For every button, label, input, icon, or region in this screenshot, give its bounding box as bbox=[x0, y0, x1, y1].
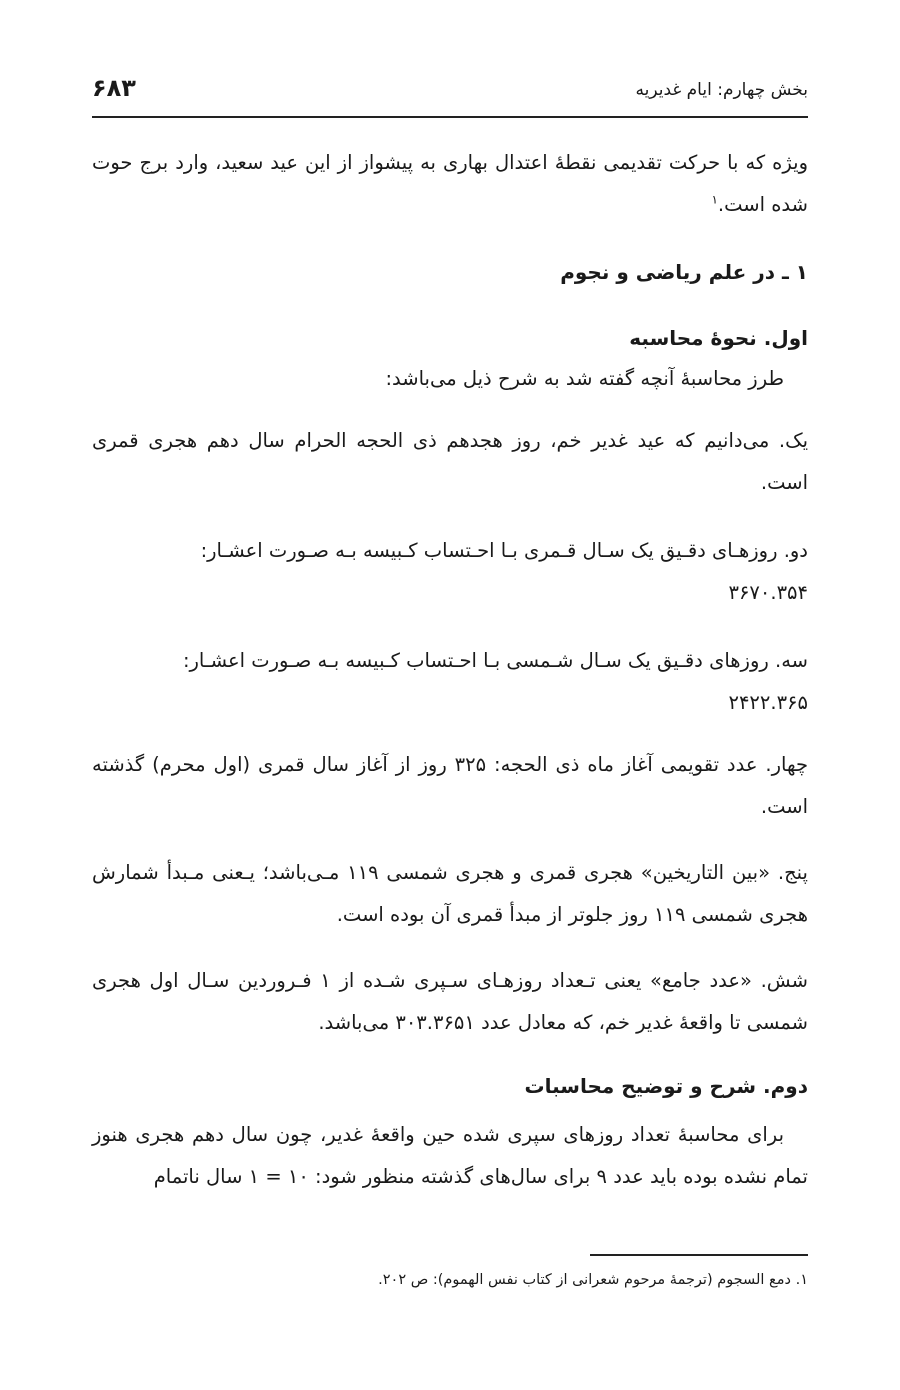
footnote-mark: ۱ bbox=[711, 192, 718, 207]
item-1-block bbox=[92, 420, 808, 504]
item-5-block bbox=[92, 852, 808, 936]
section-heading: ۱ ـ در علم ریاضی و نجوم bbox=[560, 260, 808, 284]
running-head bbox=[92, 72, 808, 112]
list-item-1: یک. می‌دانیم که عید غدیر خم، روز هجدهم ذی الحجه الحرام سال دهم هجری قمری است. bbox=[92, 429, 808, 494]
footnote-rule bbox=[590, 1254, 808, 1256]
method-intro-block bbox=[92, 358, 808, 400]
list-item-3-value: ۲۴۲۲.۳۶۵ bbox=[728, 691, 808, 714]
method-intro: طرز محاسبهٔ آنچه گفته شد به شرح ذیل می‌باشد: bbox=[385, 367, 784, 390]
header-rule bbox=[92, 116, 808, 118]
intro-paragraph bbox=[92, 142, 808, 226]
section-heading-block bbox=[92, 252, 808, 292]
sub-heading-1: اول. نحوهٔ محاسبه bbox=[629, 326, 808, 350]
item-3-block bbox=[92, 640, 808, 724]
item-6-block bbox=[92, 960, 808, 1044]
list-item-5: پنج. «بین التاریخین» هجری قمری و هجری شمسی ۱۱۹ مـی‌باشد؛ یـعنی مـبدأ شمارش هجری شمسی ۱۱۹ روز جلوتر از مبدأ قمری آن بوده است. bbox=[92, 861, 808, 926]
page-number: ۶۸۳ bbox=[92, 74, 136, 102]
final-paragraph-block bbox=[92, 1114, 808, 1198]
list-item-2-text: دو. روزهـای دقـیق یک سـال قـمری بـا احـتساب کـبیسه بـه صـورت اعشـار: bbox=[200, 539, 808, 562]
list-item-4: چهار. عدد تقویمی آغاز ماه ذی الحجه: ۳۲۵ روز از آغاز سال قمری (اول محرم) گذشته است. bbox=[92, 753, 808, 818]
subheading-2-block bbox=[92, 1066, 808, 1106]
running-title: بخش چهارم: ایام غدیریه bbox=[635, 80, 808, 100]
list-item-2-value: ۳۶۷۰.۳۵۴ bbox=[728, 581, 808, 604]
item-2-block bbox=[92, 530, 808, 614]
list-item-6: شش. «عدد جامع» یعنی تـعداد روزهـای سـپری شـده از ۱ فـروردین سـال اول هجری شمسی تا واقعهٔ غدیر خم، که معادل عدد ۳۰۳.۳۶۵۱ می‌باشد. bbox=[92, 969, 808, 1034]
intro-block bbox=[92, 142, 808, 226]
footnote: ۱. دمع السجوم (ترجمهٔ مرحوم شعرانی از کتاب نفس الهموم): ص ۲۰۲. bbox=[378, 1272, 808, 1288]
item-4-block bbox=[92, 744, 808, 828]
final-paragraph: برای محاسبهٔ تعداد روزهای سپری شده حین واقعهٔ غدیر، چون سال دهم هجری هنوز تمام نشده بوده باید عدد ۹ برای سال‌های گذشته منظور شود: ۱۰ = ۱ سال ناتمام bbox=[92, 1123, 808, 1188]
intro-text: ویژه که با حرکت تقدیمی نقطهٔ اعتدال بهاری به پیشواز از این عید سعید، وارد برج حوت شده است. bbox=[92, 151, 808, 216]
sub-heading-2: دوم. شرح و توضیح محاسبات bbox=[524, 1074, 808, 1098]
list-item-3-text: سه. روزهای دقـیق یک سـال شـمسی بـا احـتساب کـبیسه بـه صـورت اعشـار: bbox=[182, 649, 808, 672]
subheading-1-block bbox=[92, 318, 808, 358]
